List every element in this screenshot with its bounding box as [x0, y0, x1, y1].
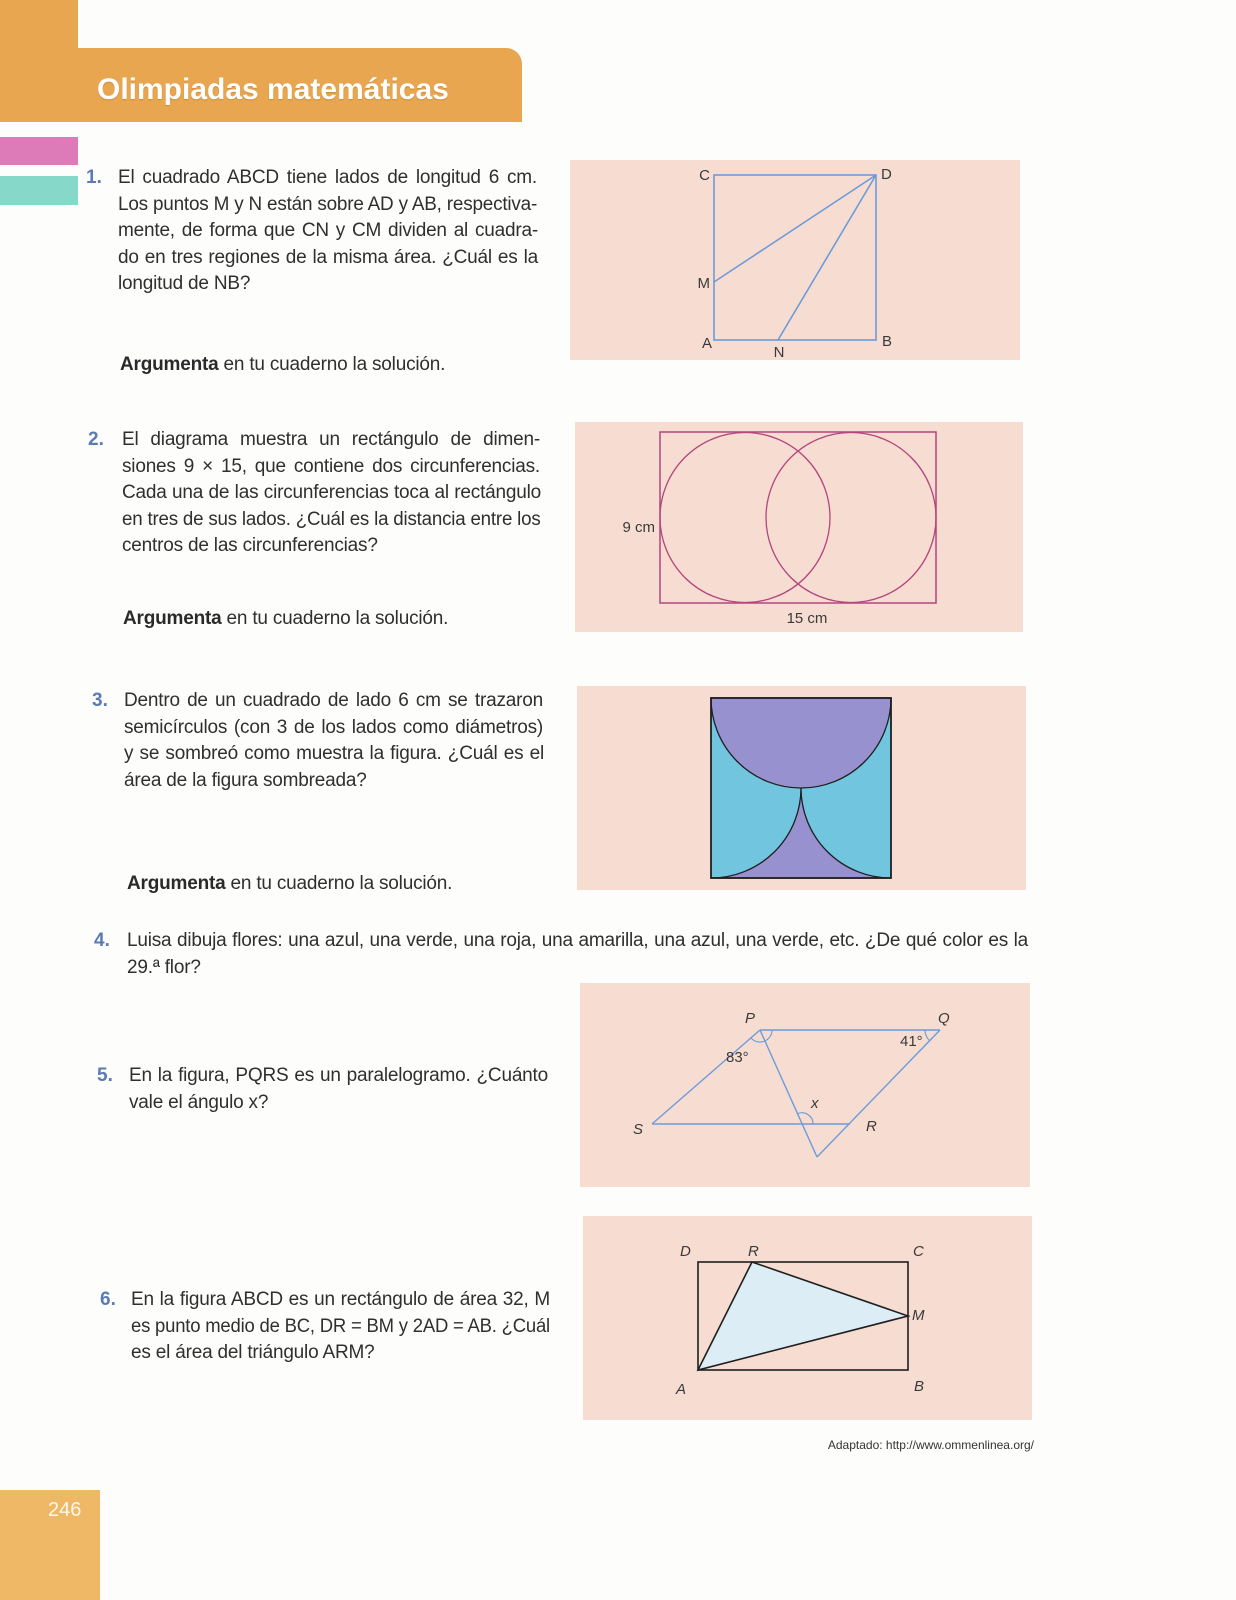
- text-line: y se sombreó como muestra la figura. ¿Cuál es el: [124, 743, 544, 764]
- text-line: En la figura, PQRS es un paralelogramo. ¿Cuánto: [129, 1065, 548, 1086]
- argumenta-rest: en tu cuaderno la solución.: [230, 873, 453, 894]
- argumenta-instruction: [127, 871, 452, 897]
- point-label-m: M: [912, 1307, 925, 1324]
- angle-label-p: 83°: [726, 1049, 749, 1066]
- problem-4-text: [127, 928, 1028, 981]
- problem-number: 6.: [100, 1289, 116, 1310]
- text-line: El cuadrado ABCD tiene lados de longitud 6 cm.: [118, 167, 537, 188]
- vertex-label-a: A: [701, 335, 712, 352]
- text-line: es el área del triángulo ARM?: [131, 1342, 375, 1363]
- section-title: Olimpiadas matemáticas: [97, 73, 449, 106]
- vertex-label-q: Q: [938, 1010, 950, 1027]
- vertex-label-c: C: [699, 167, 710, 184]
- point-label-n: N: [773, 344, 785, 360]
- problem-number: 4.: [94, 930, 110, 951]
- problem-2-text: [122, 427, 541, 560]
- vertex-label-d: D: [680, 1243, 691, 1260]
- text-line: Dentro de un cuadrado de lado 6 cm se trazaron: [124, 690, 543, 711]
- vertex-label-b: B: [882, 333, 893, 350]
- height-label: 9 cm: [622, 519, 655, 536]
- text-line: longitud de NB?: [118, 273, 251, 294]
- text-line: El diagrama muestra un rectángulo de dimen-: [122, 429, 540, 450]
- argumenta-rest: en tu cuaderno la solución.: [223, 354, 446, 375]
- text-line: siones 9 × 15, que contiene dos circunferencias.: [122, 455, 540, 477]
- vertex-label-d: D: [881, 166, 892, 183]
- text-line: En la figura ABCD es un rectángulo de área 32, M: [131, 1289, 550, 1310]
- page-number: 246: [48, 1499, 82, 1521]
- figure-rectangle-triangle-arm: [583, 1216, 1032, 1420]
- vertex-label-c: C: [913, 1243, 924, 1260]
- text-line: do en tres regiones de la misma área. ¿Cuál es la: [118, 246, 538, 268]
- text-line: Luisa dibuja flores: una azul, una verde, una roja, una amarilla, una azul, una verde, etc. ¿De qué color es la: [127, 930, 1028, 951]
- segment-dm: [714, 175, 876, 282]
- figure-rectangle-circles: [575, 422, 1023, 632]
- angle-label-q: 41°: [900, 1033, 923, 1050]
- problem-3-text: [124, 688, 544, 794]
- angle-label-x: x: [811, 1095, 819, 1112]
- text-line: semicírculos (con 3 de los lados como diámetros): [124, 716, 543, 738]
- width-label: 15 cm: [786, 610, 828, 627]
- text-line: en tres de sus lados. ¿Cuál es la distancia entre los: [122, 508, 541, 530]
- argumenta-rest: en tu cuaderno la solución.: [226, 608, 449, 629]
- argumenta-instruction: [120, 352, 445, 378]
- problem-5-text: [129, 1063, 548, 1116]
- figure-shaded-semicircles: [577, 686, 1026, 890]
- figure-square-abcd: [570, 160, 1020, 360]
- argumenta-instruction: [123, 606, 448, 632]
- text-line: mente, de forma que CN y CM dividen al cuadra-: [118, 220, 538, 241]
- problem-1-text: [118, 165, 538, 298]
- point-label-r: R: [748, 1243, 759, 1260]
- problem-6-text: [131, 1287, 550, 1367]
- vertex-label-b: B: [914, 1378, 925, 1395]
- text-line: 29.ª flor?: [127, 956, 201, 978]
- segment-dn: [778, 175, 876, 340]
- text-line: centros de las circunferencias?: [122, 535, 378, 556]
- triangle-arm: [698, 1262, 908, 1370]
- square-abcd: [714, 175, 876, 340]
- text-line: es punto medio de BC, DR = BM y 2AD = AB. ¿Cuál: [131, 1315, 550, 1337]
- problem-number: 5.: [97, 1065, 113, 1086]
- segment-p-vertex: [760, 1030, 817, 1157]
- problem-number: 2.: [88, 429, 104, 450]
- problem-number: 3.: [92, 690, 108, 711]
- figure-parallelogram-pqrs: [580, 983, 1030, 1187]
- vertex-label-p: P: [745, 1010, 756, 1027]
- teal-margin-tab: [0, 176, 78, 205]
- rectangle-9x15: [660, 432, 936, 603]
- left-circle: [660, 433, 830, 603]
- side-sp: [652, 1030, 760, 1124]
- vertex-label-a: A: [676, 1381, 687, 1398]
- source-credit: Adaptado: http://www.ommenlinea.org/: [827, 1438, 1034, 1452]
- angle-q-arc: [925, 1030, 930, 1041]
- text-line: Los puntos M y N están sobre AD y AB, respectiva-: [118, 193, 538, 215]
- vertex-label-r: R: [866, 1118, 877, 1135]
- text-line: vale el ángulo x?: [129, 1091, 269, 1113]
- argumenta-bold: Argumenta: [123, 608, 222, 629]
- right-circle: [766, 433, 936, 603]
- text-line: Cada una de las circunferencias toca al rectángulo: [122, 482, 541, 503]
- argumenta-bold: Argumenta: [127, 873, 226, 894]
- point-label-m: M: [697, 275, 710, 292]
- pink-margin-tab: [0, 137, 78, 165]
- top-orange-band: [0, 0, 78, 50]
- argumenta-bold: Argumenta: [120, 354, 219, 375]
- text-line: área de la figura sombreada?: [124, 769, 367, 791]
- problem-number: 1.: [86, 167, 102, 188]
- vertex-label-s: S: [633, 1121, 644, 1138]
